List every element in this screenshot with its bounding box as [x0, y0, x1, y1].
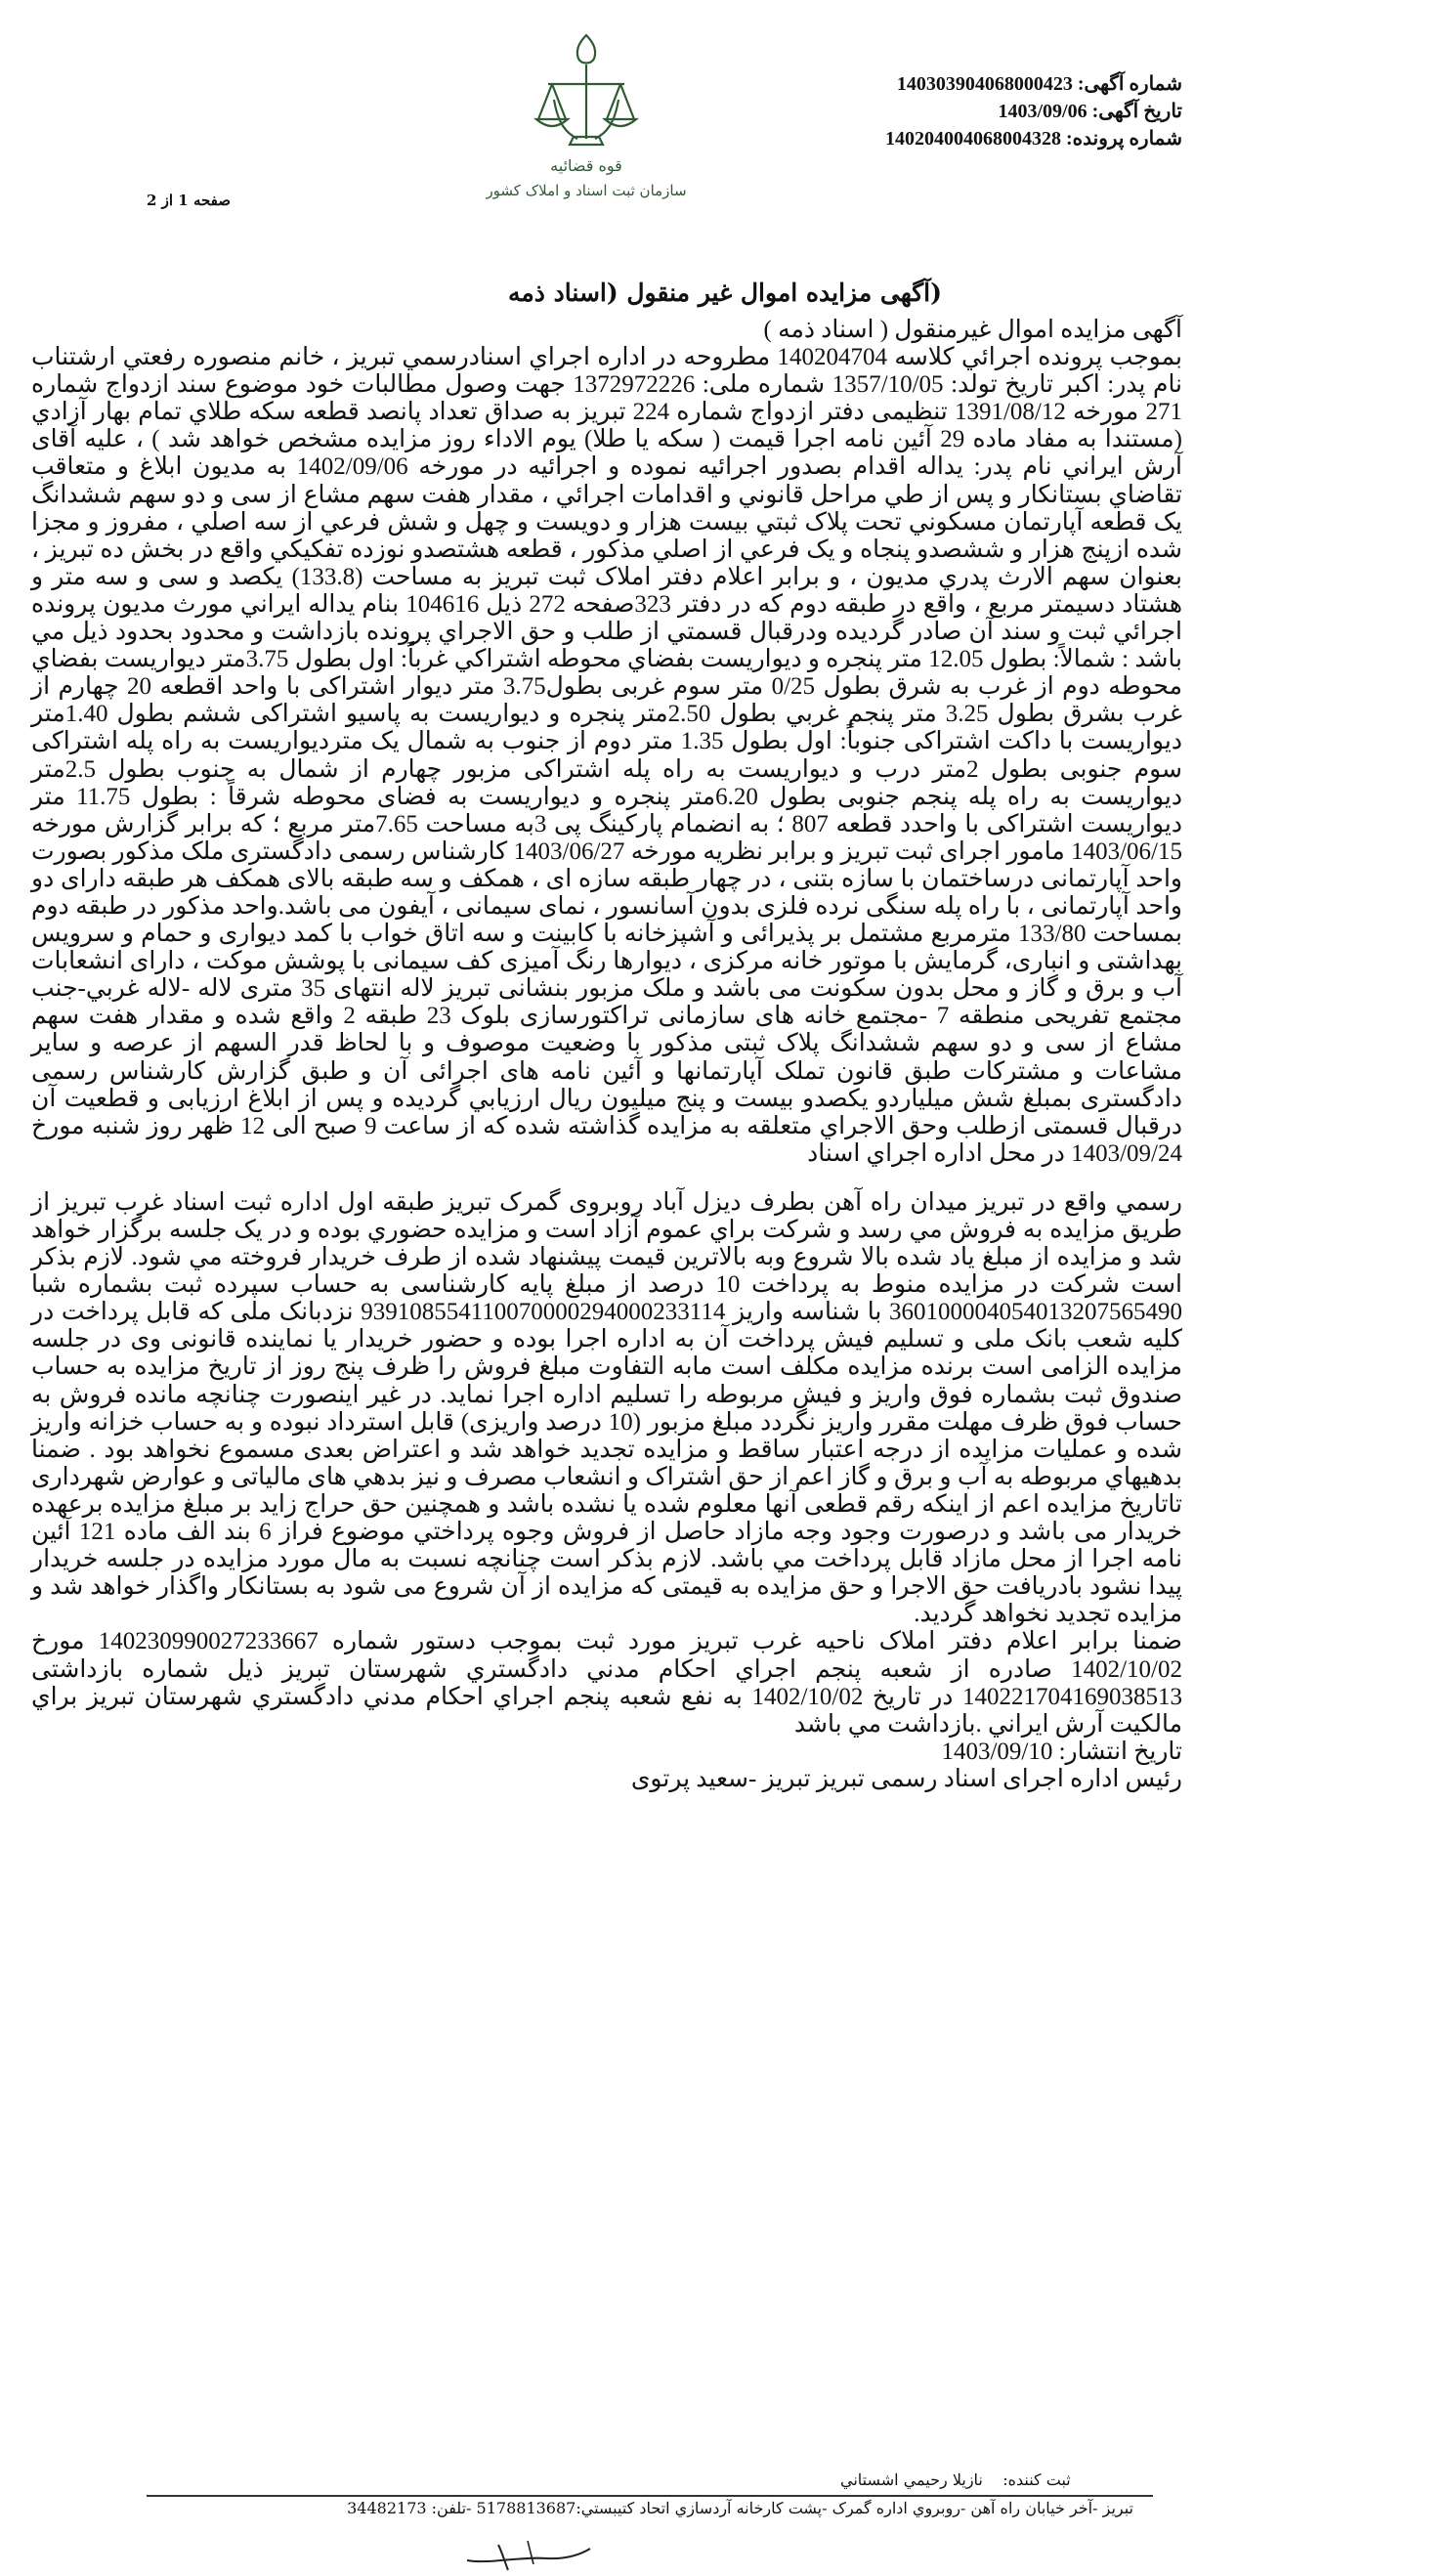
document-title: (آگهی مزایده اموال غیر منقول (اسناد ذمه — [508, 279, 942, 307]
logo-org-line2: سازمان ثبت اسناد و املاک کشور — [486, 182, 687, 199]
footer-address: تبريز -آخر خيابان راه آهن -روبروي اداره گمرک -پشت کارخانه آردسازي اتحاد کتيبستي:5178813687 -تلفن: 34482173 — [347, 2499, 1133, 2517]
case-number: 140204004068004328 — [884, 128, 1061, 150]
ad-date: 1403/09/06 — [998, 101, 1088, 122]
case-number-row — [772, 125, 1182, 152]
ad-date-row — [772, 98, 1182, 125]
judiciary-emblem-logo — [484, 29, 689, 225]
registrar-row — [840, 2470, 1071, 2489]
ad-date-label: تاریخ آگهی: — [1091, 101, 1182, 122]
case-number-label: شماره پرونده: — [1065, 128, 1182, 150]
signatory: رئيس اداره اجرای اسناد رسمی تبريز تبريز -سعيد پرتوی — [630, 1765, 1182, 1792]
registrar-label: ثبت کننده: — [1002, 2470, 1071, 2489]
ad-number-label: شماره آگهی: — [1077, 73, 1182, 95]
document-subtitle: آگهی مزایده اموال غیرمنقول ( اسناد ذمه ) — [763, 317, 1182, 343]
body-paragraph-3: ضمنا برابر اعلام دفتر املاک ناحيه غرب تبريز مورد ثبت بموجب دستور شماره 140230990027233667 مورخ 1402/10/02 صادره از شعبه پنجم اجراي احکام مدني دادگستري شهرستان تبريز ذيل شماره بازداشتی 140221704169038513 در تاريخ 1402/10/02 به نفع شعبه پنجم اجراي احکام مدني دادگستري شهرستان تبريز براي مالکيت آرش ايراني .بازداشت مي باشد — [31, 1628, 1182, 1738]
footer-divider — [147, 2495, 1153, 2497]
ad-number-row — [772, 70, 1182, 98]
ad-meta-block — [772, 70, 1182, 152]
document-body — [31, 315, 1182, 1793]
body-paragraph-1: بموجب پرونده اجرائي کلاسه 140204704 مطروحه در اداره اجراي اسنادرسمي تبريز ، خانم منصوره رفعتي ارشتناب نام پدر: اکبر تاريخ تولد: 1357/10/05 شماره ملی: 1372972226 جهت وصول مطالبات خود موضوع سند ازدواج شماره 271 مورخه 1391/08/12 تنظيمی دفتر ازدواج شماره 224 تبريز به صداق تعداد پانصد قطعه سکه طلاي تمام بهار آزادي (مستندا به مفاد ماده 29 آئين نامه اجرا قيمت ( سکه يا طلا) يوم الاداء روز مزايده مشخص خواهد شد ) ، علیه آقای آرش ايراني نام پدر: يداله اقدام بصدور اجرائيه نموده و اجرائيه در مورخه 1402/09/06 به مديون ابلاغ و متعاقب تقاضاي بستانکار و پس از طي مراحل قانوني و اقدامات اجرائي ، مقدار هفت سهم مشاع از سی و دو سهم ششدانگ يک قطعه آپارتمان مسکوني تحت پلاک ثبتي بيست هزار و دويست و چهل و شش فرعي از سه اصلي ، مفروز و مجزا شده ازپنج هزار و ششصدو پنجاه و يک فرعي از اصلي مذکور ، قطعه هشتصدو نوزده تفکيکي واقع در بخش ده تبريز ، بعنوان سهم الارث پدري مديون ، و برابر اعلام دفتر املاک ثبت تبريز به مساحت (133.8) يکصد و سی و سه متر و هشتاد دسيمتر مربع ، واقع در طبقه دوم که در دفتر 323صفحه 272 ذيل 104616 بنام يداله ايراني مورث مديون پرونده اجرائي ثبت و سند آن صادر گرديده ودرقبال قسمتي از طلب و حق الاجراي پرونده بازداشت و محدود بحدود ذيل مي باشد : شمالاً: بطول 12.05 متر پنجره و ديواريست بفضاي محوطه اشتراکي غرباً: اول بطول 3.75متر ديواريست بفضاي محوطه دوم از غرب به شرق بطول 0/25 متر سوم غربی بطول3.75 متر ديوار اشتراکی با واحد اقطعه 20 چهارم از غرب بشرق بطول 3.25 متر پنجم غربي بطول 2.50متر پنجره و ديواريست به پاسيو اشتراکی ششم بطول 1.40متر ديواريست با داکت اشتراکی جنوباً: اول بطول 1.35 متر دوم از جنوب به شمال يک مترديواريست به راه پله اشتراکی سوم جنوبی بطول 2متر درب و ديواريست به راه پله اشتراکی مزبور چهارم از شمال به جنوب بطول 2.5متر ديواريست به راه پله پنجم جنوبی بطول 6.20متر پنجره و ديواريست به فضای محوطه شرقاً : بطول 11.75 متر ديواريست اشتراکی با واحدد قطعه 807 ؛ به انضمام پارکينگ پی 3به مساحت 7.65متر مربع ؛ که برابر گزارش مورخه 1403/06/15 مامور اجرای ثبت تبريز و برابر نظريه مورخه 1403/06/27 کارشناس رسمی دادگستری ملک مذکور بصورت واحد آپارتمانی درساختمان با سازه بتنی ، در چهار طبقه سازه ای ، همکف و سه طبقه بالای همکف هر طبقه دارای دو واحد آپارتمانی ، با راه پله سنگی نرده فلزی بدون آسانسور ، نمای سيمانی ، آيفون می باشد.واحد مذکور در طبقه دوم بمساحت 133/80 مترمربع مشتمل بر پذيرائی و آشپزخانه با کابينت و سه اتاق خواب با کمد ديواری و حمام و سرويس بهداشتی و انباری، گرمايش با موتور خانه مرکزی ، ديوارها رنگ آميزی کف سيمانی با پوشش موکت ، دارای انشعابات آب و برق و گاز و محل بدون سکونت می باشد و ملک مزبور بنشانی تبريز لاله انتهای 35 متری لاله -لاله غربي-جنب مجتمع تفريحی منطقه 7 -مجتمع خانه های سازمانی تراکتورسازی بلوک 23 طبقه 2 واقع شده و مقدار هفت سهم مشاع از سی و دو سهم ششدانگ پلاک ثبتی مذکور با وضعيت موصوف و با لحاظ قدر السهم از عرصه و ساير مشاعات و مشترکات طبق قانون تملک آپارتمانها و آئين نامه های اجرائی آن و طبق گزارش کارشناس رسمی دادگستری بمبلغ شش ميلياردو يکصدو بيست و پنج ميليون ريال ارزيابي گرديده و پس از ابلاغ ارزيابی و قطعيت آن درقبال قسمتی ازطلب وحق الاجراي متعلقه به مزايده گذاشته شده که از ساعت 9 صبح الی 12 ظهر روز شنبه مورخ 1403/09/24 در محل اداره اجراي اسناد — [31, 344, 1183, 1167]
ad-number: 140303904068000423 — [896, 73, 1073, 95]
publication-date-row — [31, 1739, 1182, 1766]
publication-date: 1403/09/10 — [941, 1738, 1053, 1765]
handwritten-signature — [459, 2531, 596, 2576]
logo-org-line1: قوه قضائیه — [550, 156, 622, 175]
registrar-name: نازيلا رحيمي اشستاني — [840, 2470, 983, 2489]
publication-date-label: تاريخ انتشار: — [1058, 1738, 1182, 1765]
body-paragraph-2: رسمي واقع در تبريز ميدان راه آهن بطرف ديزل آباد روبروی گمرک تبريز طبقه اول اداره ثبت اسناد غرب تبريز از طريق مزايده به فروش مي رسد و شرکت براي عموم آزاد است و مزايده حضوري بوده و در يک جلسه برگزار خواهد شد و مزايده از مبلغ ياد شده بالا شروع وبه بالاترين قيمت پيشنهاد شده از طرف خريدار فروخته مي شود. لازم بذکر است شرکت در مزايده منوط به پرداخت 10 درصد از مبلغ پايه کارشناسی به حساب سپرده ثبت بشماره شبا 360100004054013207565490 با شناسه واريز 939108554110070000294000233114 نزدبانک ملی که قابل پرداخت در کليه شعب بانک ملی و تسليم فيش پرداخت آن به اداره اجرا بوده و حضور خريدار يا نماينده قانونی وی در جلسه مزايده الزامی است برنده مزايده مکلف است مابه التفاوت مبلغ فروش را ظرف پنج روز از تاريخ مزايده به حساب صندوق ثبت بشماره فوق واريز و فيش مربوطه را تسليم اداره اجرا نمايد. در غير اينصورت چنانچه مانده فروش به حساب فوق ظرف مهلت مقرر واريز نگردد مبلغ مزبور (10 درصد واريزی) قابل استرداد نبوده و به حساب خزانه واريز شده و عمليات مزايده از درجه اعتبار ساقط و مزايده تجديد خواهد شد و اعتراض بعدی مسموع نخواهد بود . ضمنا بدهيهاي مربوطه به آب و برق و گاز اعم از حق اشتراک و انشعاب مصرف و نيز بدهي های مالياتی و عوارض شهرداری تاتاريخ مزايده اعم از اينکه رقم قطعی آنها معلوم شده يا نشده باشد و همچنين حق حراج زايد بر مبلغ مزايده برعهده خريدار می باشد و درصورت وجود وجه مازاد حاصل از فروش وجوه پرداختي موضوع فراز 6 بند الف ماده 121 آئين نامه اجرا از محل مازاد قابل پرداخت مي باشد. لازم بذکر است چنانچه نسبت به مال مورد مزايده در جلسه خريدار پيدا نشود بادريافت حق الاجرا و حق مزايده به قيمتی که مزايده از آن شروع می شود به بستانکار واگذار خواهد شد و مزايده تجديد نخواهد گرديد. — [31, 1188, 1183, 1628]
page-indicator: صفحه 1 از 2 — [147, 192, 232, 209]
